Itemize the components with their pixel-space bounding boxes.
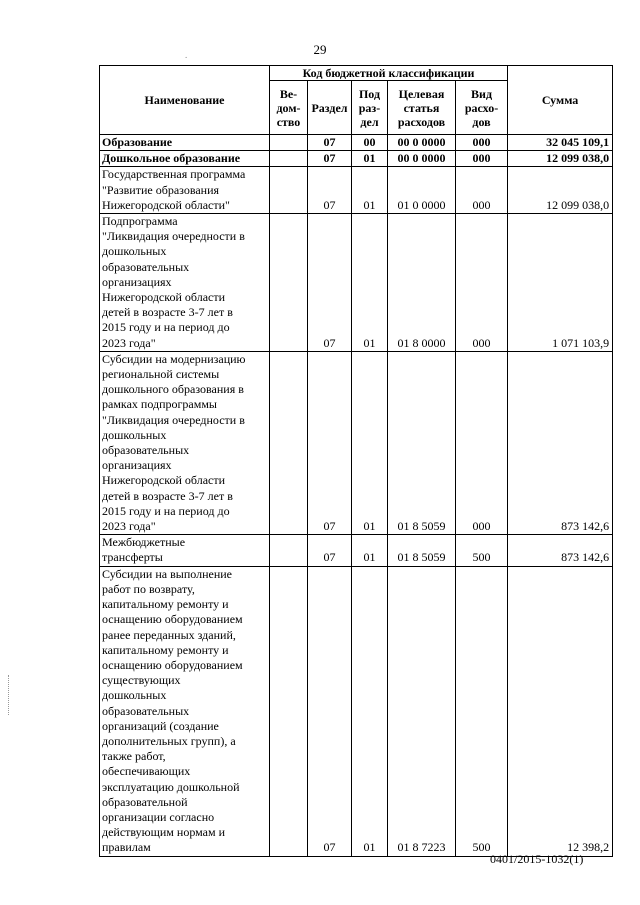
table-body bbox=[100, 135, 613, 857]
scan-margin-mark bbox=[8, 675, 11, 715]
table-row bbox=[100, 214, 613, 352]
row-vid: 000 bbox=[456, 167, 508, 214]
row-vid: 000 bbox=[456, 151, 508, 167]
row-celevaya: 00 0 0000 bbox=[388, 151, 456, 167]
row-celevaya: 01 8 5059 bbox=[388, 535, 456, 566]
page-number: 29 bbox=[313, 42, 327, 57]
footer-code: 0401/2015-1032(1) bbox=[490, 852, 584, 866]
row-razdel: 07 bbox=[308, 135, 352, 151]
row-name: Образование bbox=[100, 135, 270, 151]
row-celevaya: 01 8 7223 bbox=[388, 566, 456, 856]
header-vedomstvo: Ве- дом- ство bbox=[270, 81, 308, 135]
row-razdel: 07 bbox=[308, 214, 352, 352]
row-vid: 500 bbox=[456, 566, 508, 856]
row-podrazdel: 01 bbox=[352, 151, 388, 167]
row-summa: 12 099 038,0 bbox=[508, 151, 613, 167]
table-row bbox=[100, 566, 613, 856]
row-name: Субсидии на модернизацию региональной системы дошкольного образования в рамках подпрограммы "Ликвидация очередности в дошкольных образовательных организациях Нижегородской области детей в возрасте 3-7 лет в 2015 году и на период до 2023 года" bbox=[100, 351, 270, 534]
row-podrazdel: 00 bbox=[352, 135, 388, 151]
header-celevaya: Целевая статья расходов bbox=[388, 81, 456, 135]
row-podrazdel: 01 bbox=[352, 167, 388, 214]
row-vid: 000 bbox=[456, 351, 508, 534]
header-summa: Сумма bbox=[508, 66, 613, 135]
row-razdel: 07 bbox=[308, 535, 352, 566]
row-celevaya: 01 8 5059 bbox=[388, 351, 456, 534]
row-vedomstvo bbox=[270, 351, 308, 534]
table-row bbox=[100, 535, 613, 566]
row-vedomstvo bbox=[270, 214, 308, 352]
row-summa: 12 398,2 bbox=[508, 566, 613, 856]
row-summa: 32 045 109,1 bbox=[508, 135, 613, 151]
row-vedomstvo bbox=[270, 535, 308, 566]
row-podrazdel: 01 bbox=[352, 566, 388, 856]
row-vedomstvo bbox=[270, 566, 308, 856]
header-classification-group: Код бюджетной классификации bbox=[270, 66, 508, 81]
row-name: Межбюджетные трансферты bbox=[100, 535, 270, 566]
row-name: Субсидии на выполнение работ по возврату, капитальному ремонту и оснащению оборудованием ранее переданных зданий, капитальному ремонту и оснащению оборудованием существующих дошкольных образовательных организаций (создание дополнительных групп), а также работ, обеспечивающих эксплуатацию дошкольной образовательной организации согласно действующим нормам и правилам bbox=[100, 566, 270, 856]
row-name: Дошкольное образование bbox=[100, 151, 270, 167]
budget-table bbox=[99, 65, 613, 857]
row-summa: 873 142,6 bbox=[508, 351, 613, 534]
row-summa: 12 099 038,0 bbox=[508, 167, 613, 214]
table-row bbox=[100, 167, 613, 214]
row-summa: 873 142,6 bbox=[508, 535, 613, 566]
row-vedomstvo bbox=[270, 167, 308, 214]
header-vid: Вид расхо- дов bbox=[456, 81, 508, 135]
header-razdel: Раздел bbox=[308, 81, 352, 135]
row-vid: 000 bbox=[456, 214, 508, 352]
row-summa: 1 071 103,9 bbox=[508, 214, 613, 352]
row-razdel: 07 bbox=[308, 167, 352, 214]
row-vedomstvo bbox=[270, 135, 308, 151]
header-name: Наименование bbox=[100, 66, 270, 135]
row-vid: 500 bbox=[456, 535, 508, 566]
row-vedomstvo bbox=[270, 151, 308, 167]
row-razdel: 07 bbox=[308, 351, 352, 534]
row-celevaya: 00 0 0000 bbox=[388, 135, 456, 151]
row-razdel: 07 bbox=[308, 566, 352, 856]
header-podrazdel: Под раз- дел bbox=[352, 81, 388, 135]
row-vid: 000 bbox=[456, 135, 508, 151]
row-name: Государственная программа "Развитие образования Нижегородской области" bbox=[100, 167, 270, 214]
row-podrazdel: 01 bbox=[352, 351, 388, 534]
row-celevaya: 01 0 0000 bbox=[388, 167, 456, 214]
row-podrazdel: 01 bbox=[352, 214, 388, 352]
table-row bbox=[100, 351, 613, 534]
table-row bbox=[100, 151, 613, 167]
row-celevaya: 01 8 0000 bbox=[388, 214, 456, 352]
row-name: Подпрограмма "Ликвидация очередности в дошкольных образовательных организациях Нижегородской области детей в возрасте 3-7 лет в 2015 году и на период до 2023 года" bbox=[100, 214, 270, 352]
scan-dot: . bbox=[185, 50, 188, 60]
row-podrazdel: 01 bbox=[352, 535, 388, 566]
table-row bbox=[100, 135, 613, 151]
row-razdel: 07 bbox=[308, 151, 352, 167]
